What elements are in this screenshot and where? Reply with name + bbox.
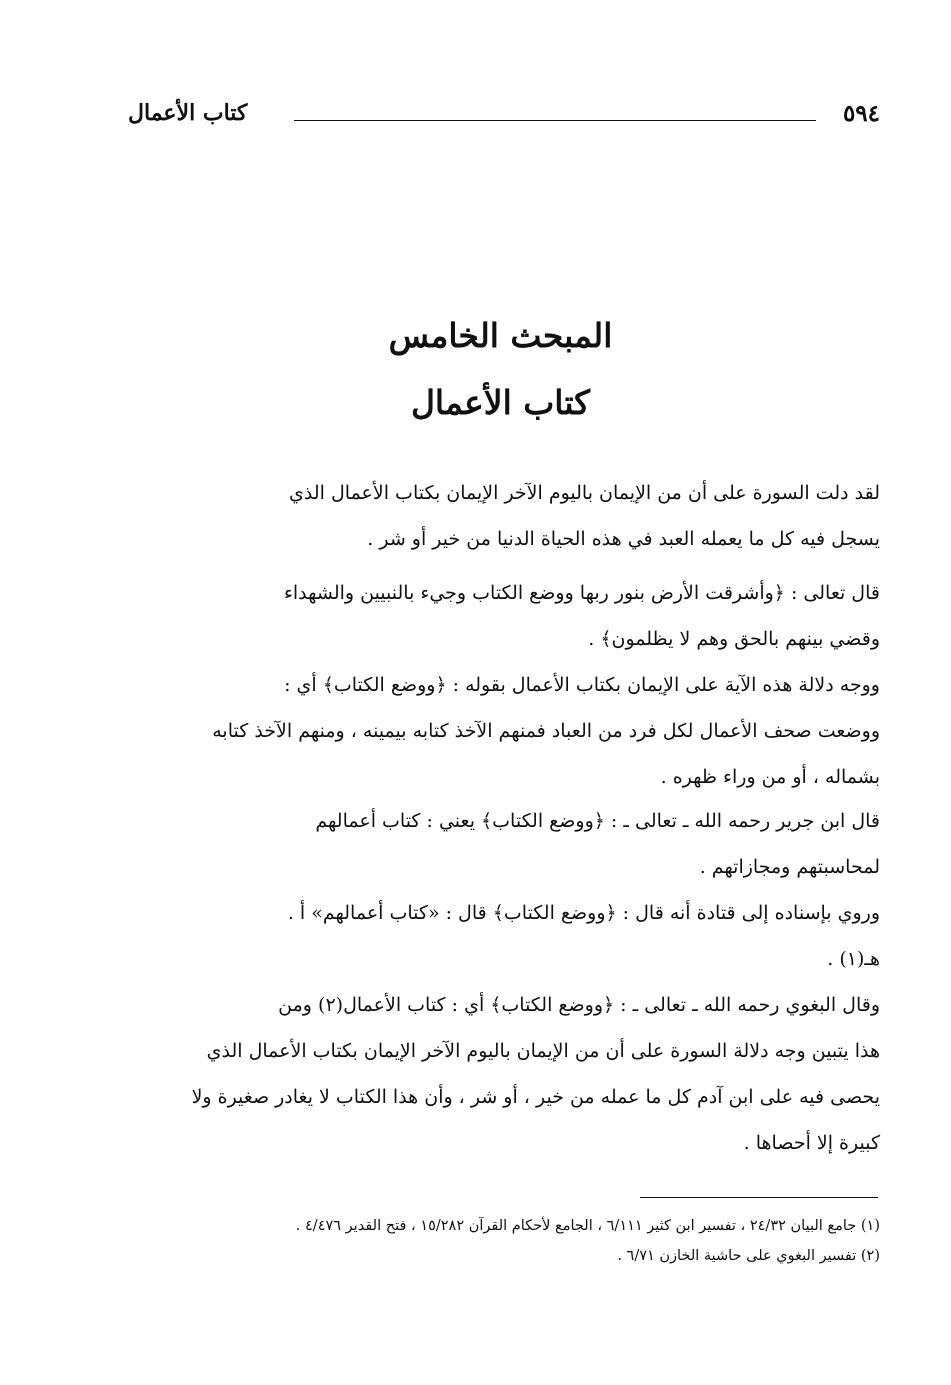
paragraph-6 <box>124 982 880 1166</box>
text-line: يسجل فيه كل ما يعمله العبد في هذه الحياة الدنيا من خير أو شر . <box>367 528 880 550</box>
paragraph-3 <box>124 662 880 800</box>
text-line: بشماله ، أو من وراء ظهره . <box>660 766 880 788</box>
section-subheading: كتاب الأعمال <box>410 383 591 422</box>
text-line: وروي بإسناده إلى قتادة أنه قال : ﴿ووضع الكتاب﴾ قال : «كتاب أعمالهم» أ . <box>287 902 880 924</box>
paragraph-2 <box>124 570 880 662</box>
header-rule <box>294 120 816 121</box>
text-line: لمحاسبتهم ومجازاتهم . <box>699 856 880 878</box>
text-line: ووجه دلالة هذه الآية على الإيمان بكتاب الأعمال بقوله : ﴿ووضع الكتاب﴾ أي : <box>284 674 880 696</box>
footnote-2: (٢) تفسير البغوي على حاشية الخازن ٦/٧١ . <box>617 1248 880 1264</box>
text-line: لقد دلت السورة على أن من الإيمان باليوم الآخر الإيمان بكتاب الأعمال الذي <box>289 482 880 504</box>
footnote-1: (١) جامع البيان ٢٤/٣٢ ، تفسير ابن كثير ٦/١١١ ، الجامع لأحكام القرآن ١٥/٢٨٢ ، فتح القدير ٤/٤٧٦ . <box>295 1218 880 1234</box>
text-line: وقال البغوي رحمه الله ـ تعالى ـ : ﴿ووضع الكتاب﴾ أي : كتاب الأعمال(٢) ومن <box>278 994 880 1016</box>
text-line: كبيرة إلا أحصاها . <box>743 1132 880 1154</box>
running-title: كتاب الأعمال <box>128 100 248 126</box>
text-line: هـ(١) . <box>827 948 880 970</box>
paragraph-5 <box>124 890 880 982</box>
footnote-separator <box>640 1197 878 1198</box>
text-line: يحصى فيه على ابن آدم كل ما عمله من خير ، أو شر ، وأن هذا الكتاب لا يغادر صغيرة ولا <box>191 1086 880 1108</box>
running-header <box>128 100 880 136</box>
text-line: ووضعت صحف الأعمال لكل فرد من العباد فمنهم الآخذ كتابه بيمينه ، ومنهم الآخذ كتابه <box>212 720 880 742</box>
paragraph-1 <box>124 470 880 562</box>
paragraph-4 <box>124 798 880 890</box>
text-line: هذا يتبين وجه دلالة السورة على أن من الإيمان باليوم الآخر الإيمان بكتاب الأعمال الذي <box>206 1040 880 1062</box>
section-heading: المبحث الخامس <box>388 316 613 355</box>
page-number: ٥٩٤ <box>842 100 880 127</box>
text-line: قال تعالى : ﴿وأشرقت الأرض بنور ربها ووضع الكتاب وجيء بالنبيين والشهداء <box>283 582 880 604</box>
text-line: وقضي بينهم بالحق وهم لا يظلمون﴾ . <box>588 628 880 650</box>
text-line: قال ابن جرير رحمه الله ـ تعالى ـ : ﴿ووضع الكتاب﴾ يعني : كتاب أعمالهم <box>315 810 880 832</box>
